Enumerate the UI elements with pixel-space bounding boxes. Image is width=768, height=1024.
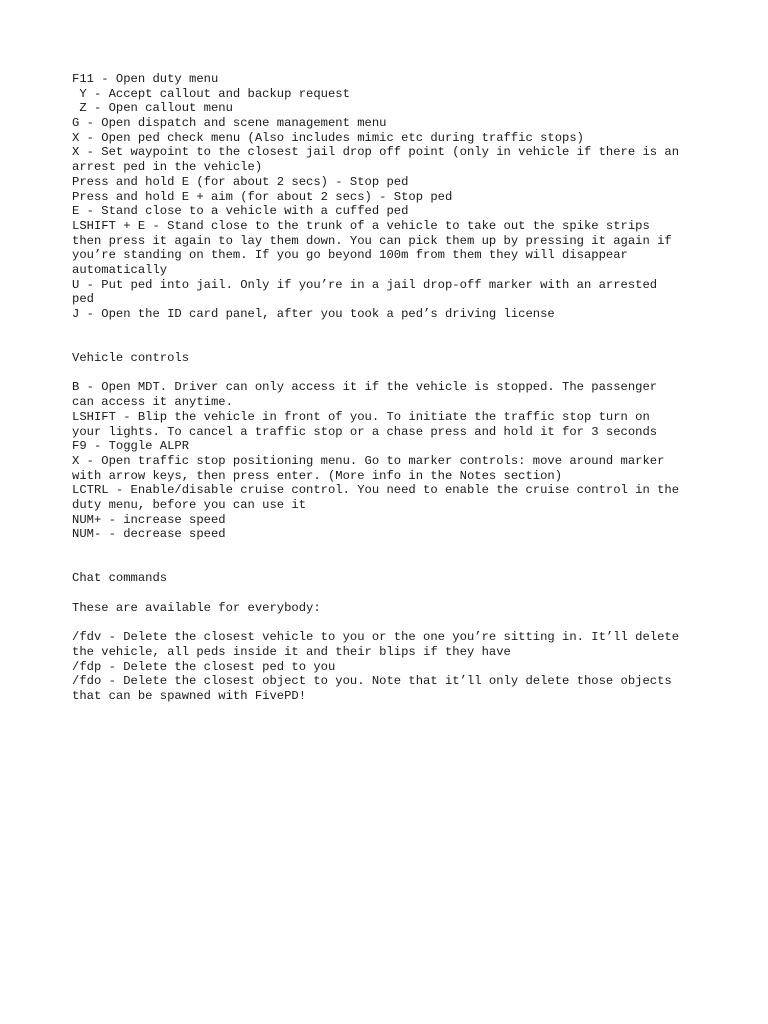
blank-line	[72, 586, 712, 601]
text-line: /fdv - Delete the closest vehicle to you or the one you’re sitting in. It’ll delete	[72, 630, 680, 645]
text-line: F11 - Open duty menu	[72, 72, 219, 86]
text-line: can access it anytime.	[72, 395, 233, 410]
text-line: G - Open dispatch and scene management menu	[72, 116, 387, 131]
section-heading-vehicle-controls: Vehicle controls	[72, 351, 190, 366]
text-line: NUM- - decrease speed	[72, 527, 226, 542]
text-line: U - Put ped into jail. Only if you’re in a jail drop-off marker with an arrested	[72, 277, 658, 292]
section-heading-chat-commands: Chat commands	[72, 571, 168, 586]
text-line: E - Stand close to a vehicle with a cuffed ped	[72, 204, 409, 219]
text-line: that can be spawned with FivePD!	[72, 688, 307, 703]
text-line: X - Open traffic stop positioning menu. Go to marker controls: move around marker	[72, 453, 665, 468]
text-line: duty menu, before you can use it	[72, 497, 307, 512]
blank-line	[72, 542, 712, 557]
text-line: B - Open MDT. Driver can only access it if the vehicle is stopped. The passenger	[72, 380, 658, 395]
blank-line	[72, 366, 712, 381]
text-line: then press it again to lay them down. You can pick them up by pressing it again if	[72, 233, 672, 248]
text-line: J - Open the ID card panel, after you took a ped’s driving license	[72, 307, 555, 321]
text-line: Z - Open callout menu	[72, 101, 233, 116]
text-line: automatically	[72, 262, 168, 277]
blank-line	[72, 336, 712, 351]
text-line: X - Open ped check menu (Also includes mimic etc during traffic stops)	[72, 130, 584, 145]
text-line: Y - Accept callout and backup request	[72, 86, 350, 101]
text-line: F9 - Toggle ALPR	[72, 439, 190, 454]
blank-line	[72, 557, 712, 572]
text-line: NUM+ - increase speed	[72, 512, 226, 527]
text-line: ped	[72, 292, 94, 307]
text-line: Press and hold E (for about 2 secs) - Stop ped	[72, 174, 409, 189]
document-page	[72, 72, 712, 704]
text-line: These are available for everybody:	[72, 600, 321, 615]
text-line: you’re standing on them. If you go beyond 100m from them they will disappear	[72, 248, 628, 263]
text-line: X - Set waypoint to the closest jail drop off point (only in vehicle if there is an	[72, 145, 680, 160]
text-line: LSHIFT + E - Stand close to the trunk of a vehicle to take out the spike strips	[72, 218, 650, 233]
text-line: LSHIFT - Blip the vehicle in front of you. To initiate the traffic stop turn on	[72, 409, 650, 424]
text-line: /fdp - Delete the closest ped to you	[72, 659, 336, 674]
text-line: with arrow keys, then press enter. (More info in the Notes section)	[72, 468, 563, 483]
text-line: /fdo - Delete the closest object to you. Note that it’ll only delete those objects	[72, 674, 672, 689]
text-line: your lights. To cancel a traffic stop or a chase press and hold it for 3 seconds	[72, 424, 658, 439]
text-line: arrest ped in the vehicle)	[72, 160, 263, 175]
text-line: Press and hold E + aim (for about 2 secs) - Stop ped	[72, 189, 453, 204]
blank-line	[72, 615, 712, 630]
text-line: the vehicle, all peds inside it and their blips if they have	[72, 644, 511, 659]
blank-line	[72, 322, 712, 337]
text-line: LCTRL - Enable/disable cruise control. You need to enable the cruise control in the	[72, 483, 680, 498]
